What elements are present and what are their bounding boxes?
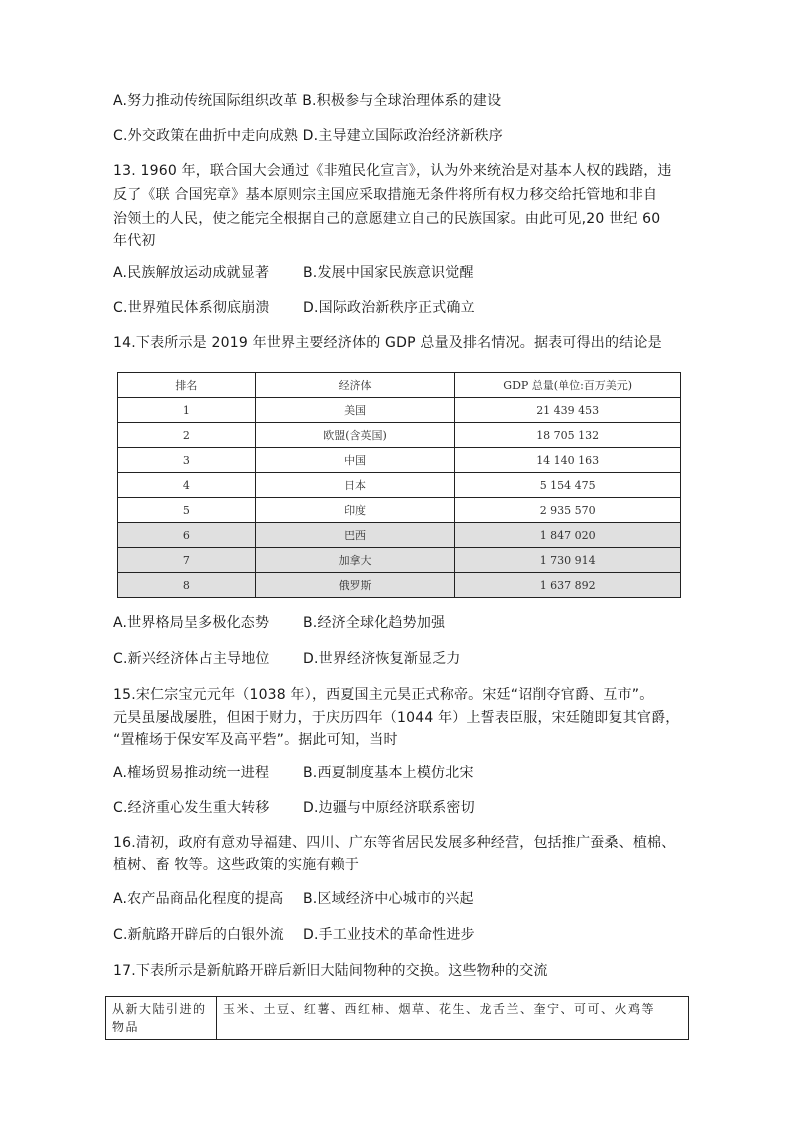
table-cell: 7 bbox=[118, 548, 256, 573]
table-cell: 1 730 914 bbox=[455, 548, 681, 573]
table-row bbox=[118, 423, 681, 448]
table-cell: 1 bbox=[118, 398, 256, 423]
table-cell: 欧盟(含英国) bbox=[255, 423, 455, 448]
q13-options-row-2 bbox=[113, 298, 475, 318]
table-header-rank: 排名 bbox=[118, 373, 256, 398]
table-cell: 加拿大 bbox=[255, 548, 455, 573]
q13-options-row-1 bbox=[113, 263, 474, 283]
table-header-economy: 经济体 bbox=[255, 373, 455, 398]
q15-stem-line-2: 元昊虽屡战屡胜，但困于财力，于庆历四年（1044 年）上誓表臣服，宋廷随即复其官爵， bbox=[113, 710, 680, 726]
table-row bbox=[118, 523, 681, 548]
table-row bbox=[118, 498, 681, 523]
q13-option-d: D.国际政治新秩序正式确立 bbox=[303, 300, 475, 316]
q16-option-c: C.新航路开辟后的白银外流 bbox=[113, 927, 284, 943]
q14-options-row-1 bbox=[113, 613, 445, 633]
table-cell: 21 439 453 bbox=[455, 398, 681, 423]
q14-stem: 14.下表所示是 2019 年世界主要经济体的 GDP 总量及排名情况。据表可得出的结论是 bbox=[113, 335, 662, 351]
table-row bbox=[118, 548, 681, 573]
table-cell-value: 玉米、土豆、红薯、西红柿、烟草、花生、龙舌兰、奎宁、可可、火鸡等 bbox=[217, 997, 689, 1040]
table-cell: 2 bbox=[118, 423, 256, 448]
q13-option-a: A.民族解放运动成就显著 bbox=[113, 265, 270, 281]
q14-option-a: A.世界格局呈多极化态势 bbox=[113, 615, 270, 631]
q14-option-d: D.世界经济恢复渐显乏力 bbox=[303, 651, 461, 667]
q16-stem-line-2: 植树、畜 牧等。这些政策的实施有赖于 bbox=[113, 857, 360, 873]
q13-stem-line-4: 年代初 bbox=[113, 233, 156, 249]
table-cell: 巴西 bbox=[255, 523, 455, 548]
q17-stem: 17.下表所示是新航路开辟后新旧大陆间物种的交换。这些物种的交流 bbox=[113, 963, 548, 979]
table-row bbox=[118, 448, 681, 473]
q13-stem-line-3: 治领土的人民，使之能完全根据自己的意愿建立自己的民族国家。由此可见,20 世纪 60 bbox=[113, 211, 661, 227]
table-row bbox=[118, 573, 681, 598]
table-cell-label: 从新大陆引进的物品 bbox=[106, 997, 217, 1040]
table-cell: 印度 bbox=[255, 498, 455, 523]
table-cell: 5 154 475 bbox=[455, 473, 681, 498]
species-exchange-table bbox=[105, 996, 689, 1040]
table-header-row bbox=[118, 373, 681, 398]
q12-options-line-1: A.努力推动传统国际组织改革 B.积极参与全球治理体系的建设 bbox=[113, 93, 502, 109]
q15-option-d: D.边疆与中原经济联系密切 bbox=[303, 800, 475, 816]
q16-option-d: D.手工业技术的革命性进步 bbox=[303, 927, 475, 943]
table-row bbox=[118, 473, 681, 498]
q16-options-row-1 bbox=[113, 889, 474, 909]
table-row bbox=[118, 398, 681, 423]
table-cell: 8 bbox=[118, 573, 256, 598]
q14-option-b: B.经济全球化趋势加强 bbox=[303, 615, 446, 631]
table-cell: 美国 bbox=[255, 398, 455, 423]
q12-options-line-2: C.外交政策在曲折中走向成熟 D.主导建立国际政治经济新秩序 bbox=[113, 128, 503, 144]
table-cell: 6 bbox=[118, 523, 256, 548]
table-cell: 2 935 570 bbox=[455, 498, 681, 523]
q13-option-c: C.世界殖民体系彻底崩溃 bbox=[113, 300, 270, 316]
q13-option-b: B.发展中国家民族意识觉醒 bbox=[303, 265, 474, 281]
table-cell: 1 847 020 bbox=[455, 523, 681, 548]
q15-option-c: C.经济重心发生重大转移 bbox=[113, 800, 270, 816]
table-cell: 18 705 132 bbox=[455, 423, 681, 448]
q13-stem-line-1: 13. 1960 年，联合国大会通过《非殖民化宣言》，认为外来统治是对基本人权的践踏，违 bbox=[113, 163, 672, 179]
table-cell: 4 bbox=[118, 473, 256, 498]
q15-option-a: A.榷场贸易推动统一进程 bbox=[113, 765, 270, 781]
q15-stem-line-3: “置榷场于保安军及高平砦”。据此可知，当时 bbox=[113, 732, 398, 748]
q16-option-b: B.区域经济中心城市的兴起 bbox=[303, 891, 474, 907]
q15-stem-line-1: 15.宋仁宗宝元元年（1038 年），西夏国主元昊正式称帝。宋廷“诏削夺官爵、互市”。 bbox=[113, 687, 654, 703]
table-header-gdp: GDP 总量(单位:百万美元) bbox=[455, 373, 681, 398]
q16-options-row-2 bbox=[113, 925, 475, 945]
table-cell: 中国 bbox=[255, 448, 455, 473]
table-cell: 14 140 163 bbox=[455, 448, 681, 473]
table-cell: 日本 bbox=[255, 473, 455, 498]
gdp-ranking-table bbox=[117, 372, 681, 598]
q15-options-row-1 bbox=[113, 763, 474, 783]
table-cell: 3 bbox=[118, 448, 256, 473]
table-cell: 1 637 892 bbox=[455, 573, 681, 598]
table-cell: 俄罗斯 bbox=[255, 573, 455, 598]
q14-option-c: C.新兴经济体占主导地位 bbox=[113, 651, 270, 667]
table-cell: 5 bbox=[118, 498, 256, 523]
table-row bbox=[106, 997, 689, 1040]
q13-stem-line-2: 反了《联 合国宪章》基本原则宗主国应采取措施无条件将所有权力移交给托管地和非自 bbox=[113, 187, 658, 203]
q14-options-row-2 bbox=[113, 649, 461, 669]
q16-stem-line-1: 16.清初，政府有意劝导福建、四川、广东等省居民发展多种经营，包括推广蚕桑、植棉、 bbox=[113, 835, 676, 851]
q16-option-a: A.农产品商品化程度的提高 bbox=[113, 891, 284, 907]
q15-options-row-2 bbox=[113, 798, 475, 818]
q15-option-b: B.西夏制度基本上模仿北宋 bbox=[303, 765, 474, 781]
